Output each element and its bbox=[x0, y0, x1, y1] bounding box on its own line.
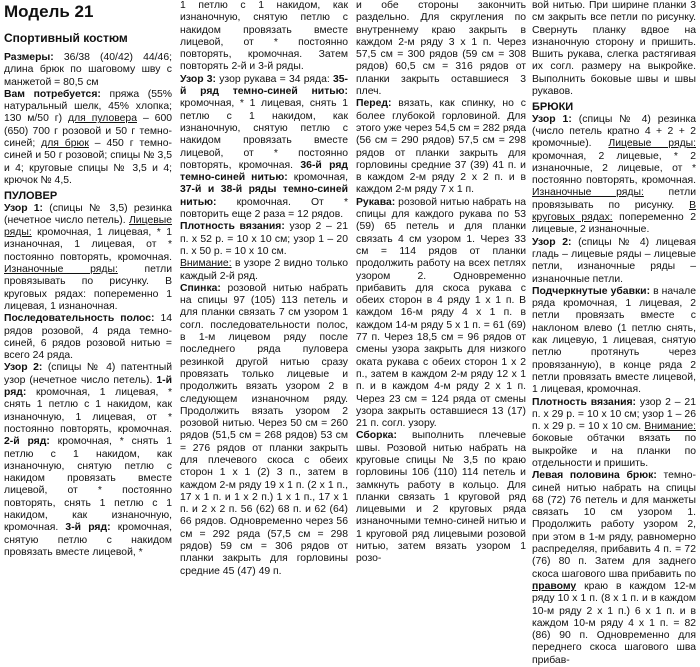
page-subtitle: Спортивный костюм bbox=[4, 31, 128, 45]
stripes-paragraph: Последовательность полос: 14 рядов розовой, 4 ряда темно-синей, 6 рядов розовой нитью = всего 24 ряда. bbox=[4, 313, 172, 362]
attention-paragraph: Внимание: в узоре 2 видно только каждый 2-й ряд. bbox=[180, 258, 348, 282]
assembly-paragraph: Сборка: выполнить плечевые швы. Розовой нитью набрать на круговые спицы № 3,5 по краю горловины 106 (110) 114 петель и замкнуть работу в кольцо. Для планки связать 1 круговой ряд лицевыми и 2 круговых ряда изнаночными темно-синей нитью и 1 круговой ряд лицевыми розовой нитью, затем вязать узором 1 розо- bbox=[356, 430, 526, 565]
page-title: Модель 21 bbox=[4, 2, 94, 21]
sizes-paragraph: Размеры: 36/38 (40/42) 44/46; длина брюк по шаговому шву с манжетой = 80,5 см bbox=[4, 52, 172, 88]
left-half-paragraph: Левая половина брюк: темно-синей нитью набрать на спицы 68 (72) 76 петель и для манжеты связать 10 см узором 1. Продолжить работу узором 2, при этом в 1-м ряду, равномерно распределяя, прибавить 4 п. = 72 (76) 80 п. Затем для заднего скоса шагового шва прибавить по правому краю в каждом 12-м ряду 10 x 1 п. (8 x 1 п. и в каждом 10-м ряду 2 x 1 п.) 6 x 1 п. и в каждом 10-м ряду 4 x 1 п. = 82 (86) 90 п. Одновременно для переднего скоса шагового шва прибав- bbox=[532, 470, 696, 666]
materials-paragraph: Вам потребуется: пряжа (55% натуральный шелк, 45% хлопка; 130 м/50 г) для пуловера – 600 (650) 700 г розовой и 50 г темно-синей; для брюк – 450 г темно-синей и 50 г розовой; спицы № 3,5 и 4; круговые спицы № 3,5 и 4; крючок № 4,5. bbox=[4, 88, 172, 186]
pattern-2-continued: 1 петлю с 1 накидом, как изнаночную, снятую петлю с накидом провязать вместе лицевой, от * постоянно повторять, кромочная. Затем повторять 2-й и 3-й ряды. bbox=[180, 0, 348, 73]
pants-gauge-paragraph: Плотность вязания: узор 2 – 21 п. x 29 р. = 10 x 10 см; узор 1 – 26 п. x 29 р. = 10 x 10 см. Внимание: боковые обтачки вязать по выкройке и на планки по отдельности и пришить. bbox=[532, 396, 696, 469]
pants-heading: БРЮКИ bbox=[532, 101, 574, 114]
pattern-2-paragraph: Узор 2: (спицы № 4) патентный узор (нечетное число петель). 1-й ряд: кромочная, 1 лицевая, * снять 1 петлю с 1 накидом, как изнаночную, 1 лицевая, от * постоянно повторять, кромочная. 2-й ряд: кромочная, * снять 1 петлю с 1 накидом, как изнаночную, снятую петлю с накидом провязать вместе лицевой, от * постоянно повторять, снять 1 петлю с 1 накидом, как изнаночную, кромочная. 3-й ряд: кромочная, снятую петлю с накидом провязать вместе лицевой, * bbox=[4, 362, 173, 558]
back-paragraph: Спинка: розовой нитью набрать на спицы 97 (105) 113 петель и для планки связать 7 см узором 1 согл. последовательности полос, в 1-м лицевом ряду после последнего ряда пуловера резинкой другой нитью сразу провязать только лицевые и продолжить вязать узором 2 в следующем изнаночном ряду. Продолжить вязать узором 2 розовой нитью. Через 50 см = 260 рядов (51,5 см = 268 рядов) 53 см = 276 рядов от планки закрыть для плечевого скоса с обеих сторон 1 x 1 (2) 3 п., затем в каждом 2-м ряду 19 x 1 п. (2 x 1 п., 17 x 1 п. и 1 x 2 п.) 1 x 1 п., 17 x 1 п. и 2 x 2 п. 56 (62) 68 п. и 62 (64) 66 рядов. Одновременно через 56 см = 292 ряда (57,5 см = 298 рядов) 59 см = 306 рядов от планки закрыть для горловины средние 45 (47) 49 п. bbox=[180, 282, 348, 577]
column-4 bbox=[532, 0, 696, 666]
assembly-continued: вой нитью. При ширине планки 3 см закрыть все петли по рисунку. Свернуть планку вдвое на изнаночную сторону и пришить. Вшить рукава, слегка растягивая их согл. размеру на выкройке. Выполнить боковые швы и швы рукавов. bbox=[532, 0, 696, 98]
column-1 bbox=[4, 0, 173, 558]
column-3 bbox=[356, 0, 526, 565]
pattern-3-paragraph: Узор 3: узор рукава = 34 ряда: 35-й ряд темно-синей нитью: кромочная, * 1 лицевая, снять 1 петлю с 1 накидом, как изнаночную, снятую петлю с накидом провязать вместе лицевой, от * постоянно повторять, кромочная. 36-й ряд темно-синей нитью: кромочная, 37-й и 38-й ряды темно-синей нитью: кромочная. От * повторить еще 2 раза = 12 рядов. bbox=[180, 73, 348, 221]
back-continued: и обе стороны закончить раздельно. Для скругления по внутреннему краю закрыть в каждом 2-м ряду 3 x 1 п. Через 57,5 см = 300 рядов (59 см = 308 рядов) 60,5 см = 316 рядов от планки закрыть оставшиеся 3 плеч. bbox=[356, 0, 526, 98]
sleeves-paragraph: Рукава: розовой нитью набрать на спицы для каждого рукава по 53 (59) 65 петель и для планки связать 4 см узором 1. Через 33 см = 114 рядов от планки продолжить работу на всех петлях узором 2. Одновременно прибавить для скоса рукава с обеих сторон в 4 ряду 1 x 1 п. В каждом 16-м ряду 4 x 1 п. в каждом 14-м ряду 5 x 1 п. = 61 (69) 77 п. Через 18,5 см = 96 рядов от смены узора закрыть для низкого оката рукава с обеих сторон 1 x 2 п., затем в каждом 2-м ряду 12 x 1 п. и в каждом 4-м ряду 2 x 1 п. Через 23 см = 124 ряда от смены узора закрыть оставшиеся 13 (17) 21 п. согл. узору. bbox=[356, 196, 526, 430]
pattern-1-paragraph: Узор 1: (спицы № 3,5) резинка (нечетное число петель). Лицевые ряды: кромочная, 1 лицевая, * 1 изнаночная, 1 лицевая, от * постоянно повторять, кромочная. Изнаночные ряды: петли провязывать по рисунку. В круговых рядах: попеременно 1 лицевая, 1 изнаночная. bbox=[4, 202, 173, 312]
front-paragraph: Перед: вязать, как спинку, но с более глубокой горловиной. Для этого уже через 54,5 см = 282 ряда (56 см = 290 рядов) 57,5 см = 298 рядов от планки закрыть для горловины средние 37 (39) 41 п. и в каждом 2-м ряду 2 x 2 п. и в каждом 2-м ряду 7 x 1 п. bbox=[356, 98, 526, 196]
pullover-heading: ПУЛОВЕР bbox=[4, 190, 58, 203]
gauge-paragraph: Плотность вязания: узор 2 – 21 п. x 52 р. = 10 x 10 см; узор 1 – 20 п. x 50 р. = 10 x 10 см. bbox=[180, 221, 348, 257]
pants-pattern-2-paragraph: Узор 2: (спицы № 4) лицевая гладь – лицевые ряды – лицевые петли, изнаночные ряды – изнаночные петли. bbox=[532, 236, 696, 285]
column-2 bbox=[180, 0, 348, 577]
pants-pattern-1-paragraph: Узор 1: (спицы № 4) резинка (число петель кратно 4 + 2 + 2 кромочные). Лицевые ряды: кромочная, 2 лицевые, * 2 изнаночные, 2 лицевые, от * постоянно повторять, кромочная. Изнаночные ряды: петли провязывать по рисунку. В круговых рядах: попеременно 2 лицевые, 2 изнаночные. bbox=[532, 113, 696, 236]
decreases-paragraph: Подчеркнутые убавки: в начале ряда кромочная, 1 лицевая, 2 петли провязать вместе с наклоном влево (1 петлю снять, как лицевую, 1 лицевая, снятую петлю протянуть через провязанную), в конце ряда 2 петли провязать вместе лицевой, 1 лицевая, кромочная. bbox=[532, 285, 696, 396]
